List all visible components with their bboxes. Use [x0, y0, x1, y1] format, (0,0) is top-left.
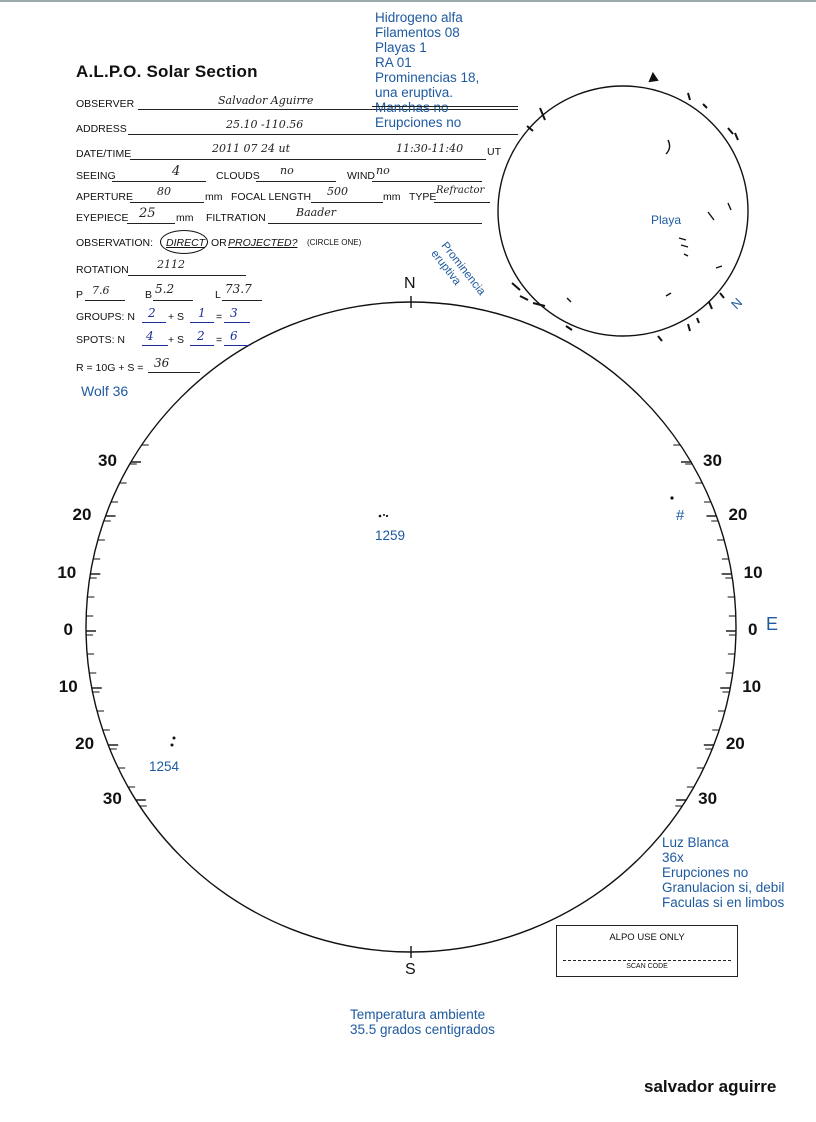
b-label: B — [145, 289, 153, 301]
mm-label-2: mm — [383, 191, 401, 203]
groups-s-line — [190, 322, 214, 323]
filtration-label: FILTRATION — [206, 212, 266, 224]
spots-total-line — [224, 345, 250, 346]
filtration-value[interactable]: Baader — [296, 206, 337, 219]
focal-value[interactable]: 500 — [327, 185, 348, 198]
aperture-label: APERTURE — [76, 191, 133, 203]
clouds-line — [256, 181, 336, 182]
ut-label: UT — [487, 146, 501, 158]
time-value[interactable]: 11:30-11:40 — [396, 142, 464, 155]
right-tick-label: 0 — [747, 620, 758, 639]
filtration-line — [268, 223, 482, 224]
rotation-label: ROTATION — [76, 264, 129, 276]
wind-label: WIND — [347, 170, 375, 182]
sunspot-group-1259 — [379, 514, 388, 517]
sunspot-east — [670, 496, 673, 499]
groups-equals: = — [216, 311, 223, 323]
groups-label: GROUPS: N — [76, 311, 135, 323]
groups-n-value[interactable]: 2 — [148, 306, 156, 320]
r-label: R = 10G + S = — [76, 362, 144, 374]
wolf-number: Wolf 36 — [81, 383, 129, 399]
clouds-value[interactable]: no — [280, 164, 294, 177]
datetime-line — [130, 159, 486, 160]
aperture-value[interactable]: 80 — [157, 185, 171, 198]
left-tick-label: 30 — [102, 789, 122, 808]
latitude-ticks — [86, 445, 736, 806]
eyepiece-value[interactable]: 25 — [139, 206, 156, 221]
right-tick-label: 30 — [703, 451, 722, 470]
b-line — [153, 300, 193, 301]
spots-total-value[interactable]: 6 — [230, 329, 238, 343]
l-line — [222, 300, 262, 301]
spots-n-value[interactable]: 4 — [146, 329, 154, 343]
address-value[interactable]: 25.10 -110.56 — [226, 118, 304, 131]
wind-value[interactable]: no — [376, 164, 390, 177]
wind-line — [372, 181, 482, 182]
sunspot-group-1254 — [171, 737, 176, 747]
scan-code-line — [563, 960, 731, 961]
groups-n-line — [142, 322, 166, 323]
type-line — [434, 202, 490, 203]
prominence-marks — [512, 74, 738, 341]
whitelight-disk — [86, 302, 736, 952]
seeing-value[interactable]: 4 — [172, 164, 181, 179]
address-label: ADDRESS — [76, 123, 127, 135]
temperature-note: Temperatura ambiente 35.5 grados centigrados — [350, 1007, 495, 1037]
observer-label: OBSERVER — [76, 98, 135, 110]
left-tick-label: 20 — [72, 505, 92, 524]
groups-total-line — [224, 322, 250, 323]
eyepiece-line — [127, 223, 175, 224]
l-label: L — [215, 289, 221, 301]
right-tick-label: 10 — [743, 563, 763, 582]
spots-plus-s: + S — [168, 334, 185, 346]
direct-option[interactable]: DIRECT — [166, 237, 206, 249]
p-line — [85, 300, 125, 301]
left-tick-label: 30 — [98, 451, 117, 470]
playa-label: Playa — [651, 213, 682, 227]
notes-underline — [372, 106, 518, 107]
left-tick-label: 0 — [63, 620, 73, 639]
group-1259-label: 1259 — [375, 528, 406, 543]
p-value[interactable]: 7.6 — [92, 284, 110, 297]
p-label: P — [76, 289, 84, 301]
mm-label-3: mm — [176, 212, 194, 224]
form-title: A.L.P.O. Solar Section — [76, 62, 258, 81]
scan-code-label: SCAN CODE — [626, 963, 668, 970]
spots-s-value[interactable]: 2 — [197, 329, 205, 343]
group-1254-label: 1254 — [149, 759, 180, 774]
right-tick-label: 20 — [728, 505, 748, 524]
north-label: N — [404, 275, 416, 292]
observer-value[interactable]: Salvador Aguirre — [218, 94, 314, 107]
groups-s-value[interactable]: 1 — [198, 306, 206, 320]
projected-option[interactable]: PROJECTED? — [228, 237, 298, 249]
east-label: E — [766, 614, 779, 634]
rotation-line — [128, 275, 246, 276]
right-tick-label: 30 — [698, 789, 718, 808]
rotation-value[interactable]: 2112 — [157, 258, 185, 271]
l-value[interactable]: 73.7 — [225, 282, 252, 296]
address-line — [128, 134, 518, 135]
right-tick-label: 20 — [725, 734, 745, 753]
type-value[interactable]: Refractor — [436, 185, 485, 196]
observation-label: OBSERVATION: — [76, 237, 154, 249]
left-tick-label: 20 — [75, 734, 95, 753]
spots-label: SPOTS: N — [76, 334, 126, 346]
alpo-use-only-label: ALPO USE ONLY — [609, 932, 685, 943]
filament-marks — [567, 140, 731, 302]
r-line — [148, 372, 200, 373]
hash-mark: # — [676, 507, 685, 524]
alpo-use-only-box — [556, 925, 738, 977]
type-label: TYPE — [409, 191, 437, 203]
date-value[interactable]: 2011 07 24 ut — [212, 142, 290, 155]
left-tick-label: 10 — [57, 563, 77, 582]
spots-s-line — [190, 345, 214, 346]
eyepiece-label: EYEPIECE — [76, 212, 129, 224]
halpha-notes: Hidrogeno alfa Filamentos 08 Playas 1 RA 01 Prominencias 18, una eruptiva. Manchas no Erupciones no — [375, 10, 480, 130]
halpha-disk — [498, 86, 748, 336]
observer-signature: salvador aguirre — [644, 1077, 777, 1096]
spots-n-line — [142, 345, 168, 346]
clouds-label: CLOUDS — [216, 170, 260, 182]
or-label: OR — [211, 237, 227, 249]
groups-plus-s: + S — [168, 311, 185, 323]
circle-one-note: (CIRCLE ONE) — [307, 238, 362, 247]
groups-total-value[interactable]: 3 — [230, 306, 238, 320]
north-small-disk: N — [728, 294, 746, 313]
datetime-label: DATE/TIME — [76, 148, 132, 160]
prominence-label: Prominencia eruptiva — [428, 240, 488, 298]
seeing-label: SEEING — [76, 170, 116, 182]
focal-line — [311, 202, 383, 203]
mm-label-1: mm — [205, 191, 223, 203]
focal-length-label: FOCAL LENGTH — [231, 191, 312, 203]
r-value[interactable]: 36 — [154, 356, 170, 370]
spots-equals: = — [216, 334, 223, 346]
b-value[interactable]: 5.2 — [155, 282, 175, 296]
seeing-line — [112, 181, 206, 182]
white-light-notes: Luz Blanca 36x Erupciones no Granulacion si, debil Faculas si en limbos — [662, 835, 785, 910]
aperture-line — [130, 202, 204, 203]
right-tick-label: 10 — [742, 677, 762, 696]
south-label: S — [405, 961, 416, 978]
left-tick-label: 10 — [58, 677, 78, 696]
